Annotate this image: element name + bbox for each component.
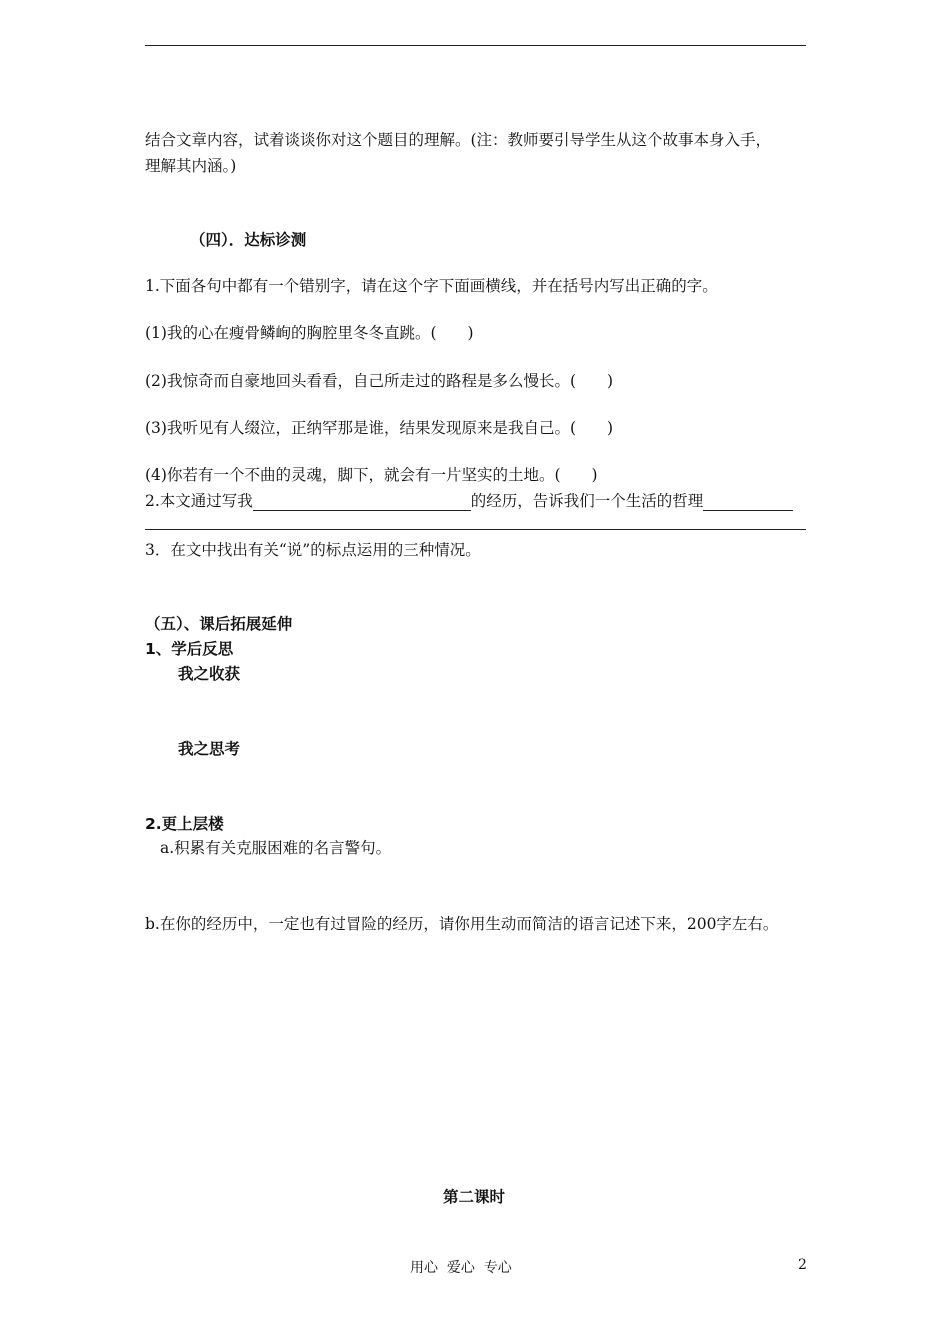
answer-line[interactable] <box>145 529 806 530</box>
reflection-heading: 1、学后反思 <box>145 640 234 658</box>
think-heading: 我之思考 <box>178 740 241 758</box>
gain-heading: 我之收获 <box>178 665 241 683</box>
task-b: b.在你的经历中，一定也有过冒险的经历，请你用生动而简洁的语言记述下来，200字左右。 <box>145 915 779 933</box>
question-1-item-2: (2)我惊奇而自豪地回头看看，自己所走过的路程是多么慢长。( ) <box>145 372 614 390</box>
question-1-item-4: (4)你若有一个不曲的灵魂，脚下，就会有一片坚实的土地。( ) <box>145 466 598 484</box>
answer-blank-philosophy[interactable] <box>703 494 793 511</box>
intro-line-1: 结合文章内容，试着谈谈你对这个题目的理解。(注：教师要引导学生从这个故事本身入手， <box>145 131 772 149</box>
footer-motto: 用心 爱心 专心 <box>410 1260 512 1276</box>
question-1-item-1: (1)我的心在瘦骨鳞峋的胸腔里冬冬直跳。( ) <box>145 324 474 342</box>
question-3: 3．在文中找出有关“说”的标点运用的三种情况。 <box>145 541 481 559</box>
answer-blank-experience[interactable] <box>253 494 471 511</box>
advance-heading: 2.更上层楼 <box>145 815 224 833</box>
section-4-heading: （四）．达标诊测 <box>190 231 307 249</box>
intro-line-2: 理解其内涵。) <box>145 157 237 175</box>
question-2-middle: 的经历，告诉我们一个生活的哲理 <box>470 492 704 510</box>
header-rule <box>145 45 806 46</box>
question-2 <box>145 489 793 511</box>
task-a: a.积累有关克服困难的名言警句。 <box>160 839 392 857</box>
second-lesson-title: 第二课时 <box>443 1188 506 1206</box>
question-2-prefix: 2.本文通过写我 <box>145 492 253 510</box>
question-1: 1.下面各句中都有一个错别字，请在这个字下面画横线，并在括号内写出正确的字。 <box>145 277 718 295</box>
page-number: 2 <box>798 1257 807 1273</box>
section-5-heading: （五）、课后拓展延伸 <box>145 615 293 633</box>
question-1-item-3: (3)我听见有人缀泣，正纳罕那是谁，结果发现原来是我自己。( ) <box>145 419 614 437</box>
